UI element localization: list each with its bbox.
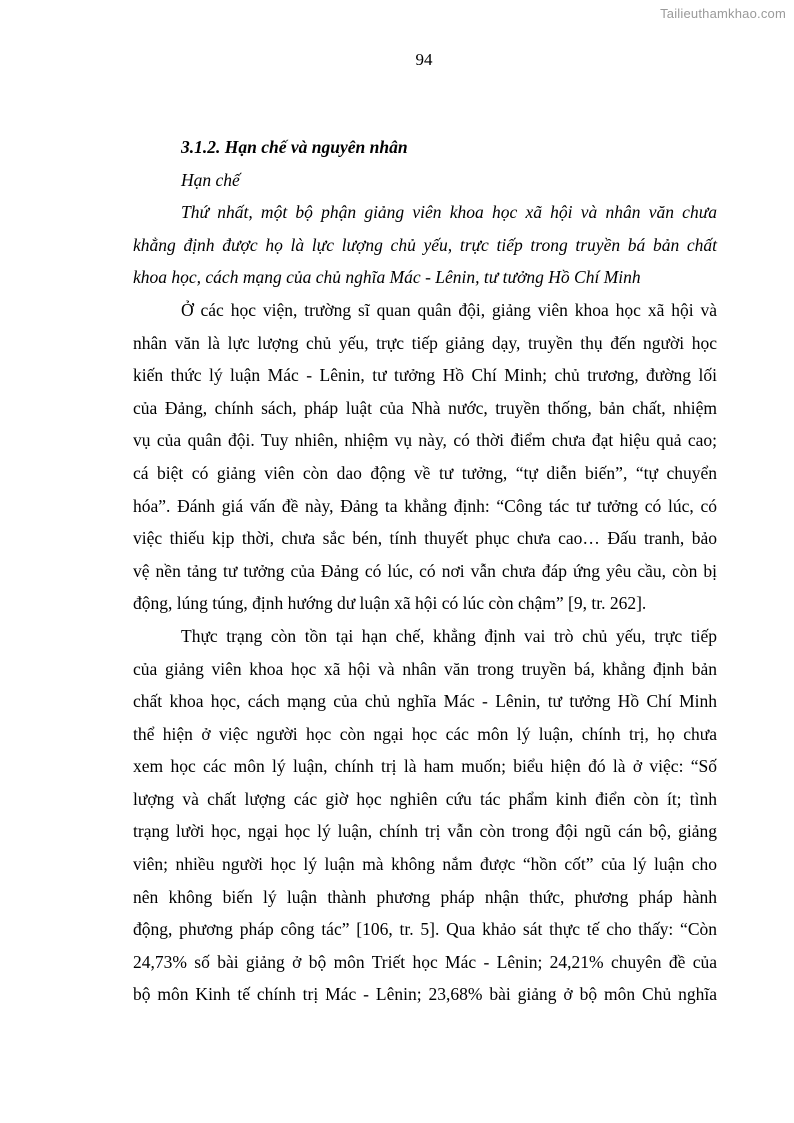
text-line: của giảng viên khoa học xã hội và nhân văn trong truyền bá, khẳng định bản (133, 658, 717, 679)
text-line: việc thiếu kịp thời, chưa sắc bén, tính thuyết phục chưa cao… Đấu tranh, bảo (133, 528, 717, 549)
text-line: viên; nhiều người học lý luận mà không nắm được “hồn cốt” của lý luận cho (133, 854, 717, 875)
text-line: trạng lười học, ngại học lý luận, chính trị vẫn còn trong đội ngũ cán bộ, giảng (133, 821, 717, 842)
text-line: hóa”. Đánh giá vấn đề này, Đảng ta khẳng định: “Công tác tư tưởng có lúc, có (133, 495, 717, 516)
text-line: lượng và chất lượng các giờ học nghiên cứu tác phẩm kinh điển còn ít; tình (133, 788, 717, 809)
paragraph-2 (133, 620, 717, 1011)
text-line: vệ nền tảng tư tưởng của Đảng có lúc, có nơi vẫn chưa đáp ứng yêu cầu, còn bị (133, 560, 717, 581)
document-body (133, 131, 717, 1011)
text-line: nên không biến lý luận thành phương pháp nhận thức, phương pháp hành (133, 886, 717, 907)
text-line: thể hiện ở việc người học còn ngại học các môn lý luận, chính trị, họ chưa (133, 723, 717, 744)
text-line: khẳng định được họ là lực lượng chủ yếu, trực tiếp trong truyền bá bản chất (133, 234, 717, 255)
text-line: Ở các học viện, trường sĩ quan quân đội, giảng viên khoa học xã hội và (181, 299, 717, 320)
text-line: Thứ nhất, một bộ phận giảng viên khoa học xã hội và nhân văn chưa (181, 202, 717, 223)
text-line: động, lúng túng, định hướng dư luận xã hội có lúc còn chậm” [9, tr. 262]. (133, 593, 647, 614)
page-number: 94 (415, 50, 433, 69)
text-line: Thực trạng còn tồn tại hạn chế, khẳng định vai trò chủ yếu, trực tiếp (181, 625, 717, 646)
text-line: nhân văn là lực lượng chủ yếu, trực tiếp giảng dạy, truyền thụ đến người học (133, 332, 717, 353)
paragraph-1 (133, 294, 717, 620)
text-line: cá biệt có giảng viên còn dao động về tư tưởng, “tự diễn biến”, “tự chuyển (133, 462, 717, 483)
text-line: bộ môn Kinh tế chính trị Mác - Lênin; 23,68% bài giảng ở bộ môn Chủ nghĩa (133, 984, 717, 1005)
text-line: của Đảng, chính sách, pháp luật của Nhà nước, truyền thống, bản chất, nhiệm (133, 397, 717, 418)
italic-paragraph (133, 196, 717, 294)
text-line: chất khoa học, cách mạng của chủ nghĩa Mác - Lênin, tư tưởng Hồ Chí Minh (133, 691, 717, 712)
text-line: động, phương pháp công tác” [106, tr. 5]. Qua khảo sát thực tế cho thấy: “Còn (133, 919, 717, 940)
text-line: kiến thức lý luận Mác - Lênin, tư tưởng Hồ Chí Minh; chủ trương, đường lối (133, 365, 717, 386)
subheading: Hạn chế (181, 169, 240, 190)
section-heading: 3.1.2. Hạn chế và nguyên nhân (181, 137, 408, 157)
text-line: 24,73% số bài giảng ở bộ môn Triết học Mác - Lênin; 24,21% chuyên đề của (133, 951, 717, 972)
text-line: xem học các môn lý luận, chính trị là ham muốn; biểu hiện đó là ở việc: “Số (133, 756, 717, 777)
text-line: khoa học, cách mạng của chủ nghĩa Mác - Lênin, tư tưởng Hồ Chí Minh (133, 267, 641, 288)
watermark: Tailieuthamkhao.com (660, 6, 786, 21)
text-line: vụ của quân đội. Tuy nhiên, nhiệm vụ này, có thời điểm chưa đạt hiệu quả cao; (133, 430, 717, 451)
